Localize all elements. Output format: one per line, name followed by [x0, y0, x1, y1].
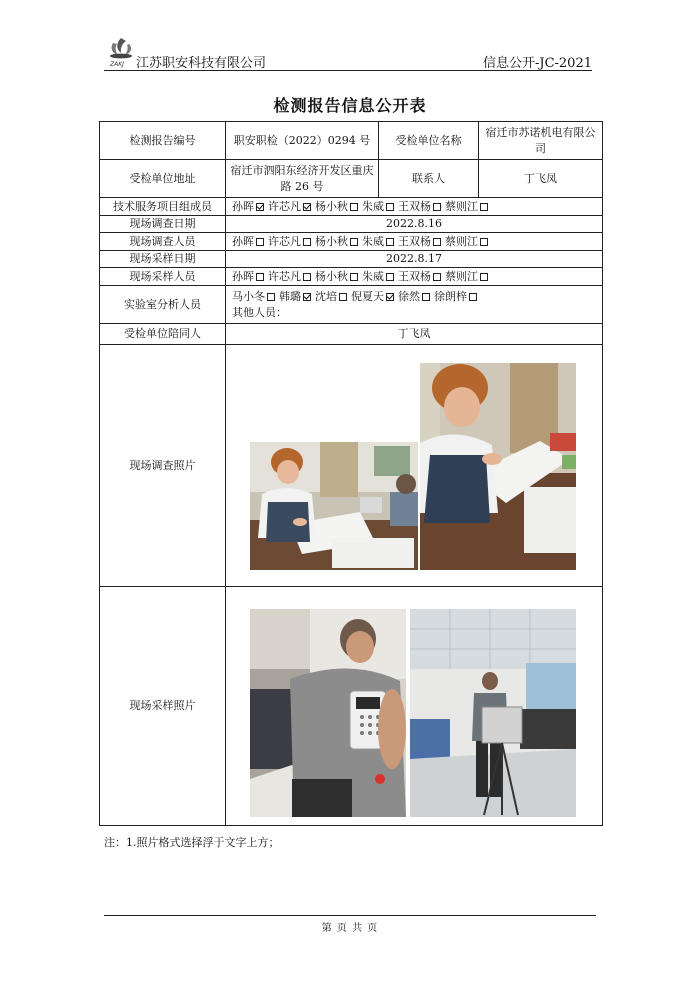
unchecked-box-icon[interactable]: [433, 273, 441, 281]
survey-photos-cell: [226, 345, 603, 587]
person-name: 孙晖: [232, 199, 254, 213]
report-info-table: [99, 121, 603, 826]
unchecked-box-icon[interactable]: [422, 293, 430, 301]
value-sampling-staff: [226, 268, 603, 286]
sampling-photo-1: [250, 609, 406, 817]
person-name: 蔡则江: [445, 234, 478, 248]
person-name: 王双杨: [398, 199, 431, 213]
footnote: 注：1.照片格式选择浮于文字上方；: [104, 836, 280, 849]
person-name: 倪夏天: [351, 289, 384, 303]
unchecked-box-icon[interactable]: [256, 238, 264, 246]
unchecked-box-icon[interactable]: [256, 273, 264, 281]
unchecked-box-icon[interactable]: [303, 273, 311, 281]
unchecked-box-icon[interactable]: [350, 273, 358, 281]
unchecked-box-icon[interactable]: [480, 238, 488, 246]
label-contact: 联系人: [379, 160, 479, 198]
unchecked-box-icon[interactable]: [433, 238, 441, 246]
person-name: 朱威: [362, 199, 384, 213]
unchecked-box-icon[interactable]: [469, 293, 477, 301]
value-report-no: 职安职检（2022）0294 号: [226, 122, 379, 160]
person-name: 孙晖: [232, 269, 254, 283]
person-name: 王双杨: [398, 234, 431, 248]
unchecked-box-icon[interactable]: [480, 273, 488, 281]
person-name: 王双杨: [398, 269, 431, 283]
checked-box-icon[interactable]: [386, 293, 394, 301]
sampling-photos-cell: [226, 587, 603, 826]
person-name: 蔡则江: [445, 199, 478, 213]
label-client-address: 受检单位地址: [100, 160, 226, 198]
row-survey-photos: [100, 345, 603, 587]
value-team: [226, 198, 603, 216]
person-name: 许芯凡: [268, 199, 301, 213]
unchecked-box-icon[interactable]: [303, 238, 311, 246]
label-client-name: 受检单位名称: [379, 122, 479, 160]
row-sampling-photos: [100, 587, 603, 826]
value-survey-staff: [226, 233, 603, 251]
row-sampling-staff: [100, 268, 603, 286]
person-name: 杨小秋: [315, 199, 348, 213]
person-name: 徐朗梓: [434, 289, 467, 303]
page-footer: 第 页 共 页: [321, 923, 379, 934]
unchecked-box-icon[interactable]: [350, 238, 358, 246]
person-name: 朱威: [362, 234, 384, 248]
label-sampling-staff: 现场采样人员: [100, 268, 226, 286]
person-name: 沈培: [315, 289, 337, 303]
company-name: 江苏职安科技有限公司: [136, 56, 267, 71]
survey-photo-2: [420, 363, 576, 570]
person-name: 徐然: [398, 289, 420, 303]
person-name: 马小冬: [232, 289, 265, 303]
unchecked-box-icon[interactable]: [350, 203, 358, 211]
unchecked-box-icon[interactable]: [480, 203, 488, 211]
label-lab-staff: 实验室分析人员: [100, 286, 226, 324]
label-survey-date: 现场调查日期: [100, 216, 226, 233]
value-escort: 丁飞凤: [226, 324, 603, 345]
row-survey-date: [100, 216, 603, 233]
person-name: 杨小秋: [315, 234, 348, 248]
person-name: 朱威: [362, 269, 384, 283]
label-survey-staff: 现场调查人员: [100, 233, 226, 251]
unchecked-box-icon[interactable]: [339, 293, 347, 301]
value-sampling-date: 2022.8.17: [226, 251, 603, 268]
unchecked-box-icon[interactable]: [433, 203, 441, 211]
label-team: 技术服务项目组成员: [100, 198, 226, 216]
row-sampling-date: [100, 251, 603, 268]
label-report-no: 检测报告编号: [100, 122, 226, 160]
label-sampling-date: 现场采样日期: [100, 251, 226, 268]
checked-box-icon[interactable]: [303, 293, 311, 301]
unchecked-box-icon[interactable]: [386, 238, 394, 246]
label-escort: 受检单位陪同人: [100, 324, 226, 345]
value-client-name: 宿迁市苏诺机电有限公司: [479, 122, 603, 160]
survey-photo-1: [250, 442, 418, 570]
svg-text:ZAKJ: ZAKJ: [110, 61, 124, 68]
unchecked-box-icon[interactable]: [386, 273, 394, 281]
person-name: 许芯凡: [268, 234, 301, 248]
checked-box-icon[interactable]: [303, 203, 311, 211]
row-lab-staff: [100, 286, 603, 324]
footer-rule: [104, 915, 596, 916]
company-logo: [104, 34, 138, 68]
person-name: 蔡则江: [445, 269, 478, 283]
page-header: [104, 34, 592, 70]
checked-box-icon[interactable]: [256, 203, 264, 211]
value-contact: 丁飞凤: [479, 160, 603, 198]
header-rule: [104, 70, 592, 71]
row-report-no: [100, 122, 603, 160]
value-client-address: 宿迁市泗阳东经济开发区重庆路 26 号: [226, 160, 379, 198]
page-title: 检测报告信息公开表: [273, 96, 427, 115]
value-lab-staff: [226, 286, 603, 324]
person-name: 杨小秋: [315, 269, 348, 283]
sampling-photo-2: [410, 609, 576, 817]
person-name: 韩璐: [279, 289, 301, 303]
label-sampling-photos: 现场采样照片: [100, 587, 226, 826]
lab-other-staff: 其他人员：: [232, 305, 287, 319]
row-address: [100, 160, 603, 198]
document-code: 信息公开-JC-2021: [482, 56, 592, 71]
row-team: [100, 198, 603, 216]
label-survey-photos: 现场调查照片: [100, 345, 226, 587]
value-survey-date: 2022.8.16: [226, 216, 603, 233]
row-survey-staff: [100, 233, 603, 251]
person-name: 孙晖: [232, 234, 254, 248]
row-escort: [100, 324, 603, 345]
lab-staff-list: [232, 289, 599, 305]
unchecked-box-icon[interactable]: [386, 203, 394, 211]
person-name: 许芯凡: [268, 269, 301, 283]
unchecked-box-icon[interactable]: [267, 293, 275, 301]
